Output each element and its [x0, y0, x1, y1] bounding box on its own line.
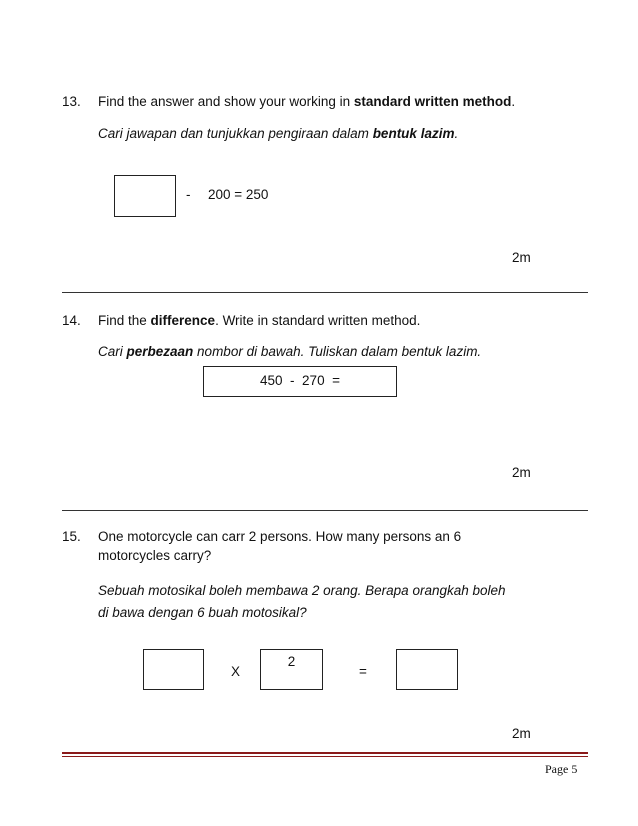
q13-ms-bold: bentuk lazim: [372, 126, 455, 141]
q15-question-ms-line1: Sebuah motosikal boleh membawa 2 orang. Berapa orangkah boleh: [98, 583, 506, 598]
footer-rule-thin: [62, 756, 588, 757]
q15-answer-box-multiplicand[interactable]: [143, 649, 204, 690]
q14-marks: 2m: [512, 465, 531, 480]
q14-instruction-en: [98, 313, 420, 328]
footer-rule-thick: [62, 752, 588, 754]
q14-ms-prefix: Cari: [98, 344, 127, 359]
q13-ms-suffix: .: [454, 126, 459, 141]
q14-en-prefix: Find the: [98, 313, 151, 328]
q15-answer-box-result[interactable]: [396, 649, 458, 690]
q13-equation: 200 = 250: [208, 187, 269, 202]
q13-en-suffix: .: [511, 94, 516, 109]
q14-instruction-ms: [98, 344, 481, 359]
q15-question-ms-line2: di bawa dengan 6 buah motosikal?: [98, 605, 307, 620]
q14-en-suffix: . Write in standard written method.: [215, 313, 421, 328]
q14-en-bold: difference: [150, 313, 216, 328]
q14-equation-box: [203, 366, 397, 397]
section-divider: [62, 292, 588, 293]
section-divider: [62, 510, 588, 511]
q13-instruction-en: [98, 94, 515, 109]
q15-number: 15.: [62, 529, 81, 544]
q15-question-en-line2: motorcycles carry?: [98, 548, 212, 563]
q15-marks: 2m: [512, 726, 531, 741]
q14-number: 14.: [62, 313, 81, 328]
q14-equation: 450 - 270 =: [260, 373, 340, 388]
q13-answer-box[interactable]: [114, 175, 176, 217]
q13-minus-sign: -: [186, 187, 191, 202]
q13-en-prefix: Find the answer and show your working in: [98, 94, 354, 109]
q14-ms-suffix: nombor di bawah. Tuliskan dalam bentuk lazim.: [193, 344, 482, 359]
q15-given-box: [260, 649, 323, 690]
q13-ms-prefix: Cari jawapan dan tunjukkan pengiraan dalam: [98, 126, 373, 141]
q15-times-sign: X: [231, 664, 241, 679]
page-number: Page 5: [545, 762, 578, 776]
q15-equals-sign: =: [359, 664, 367, 679]
q15-question-en-line1: One motorcycle can carr 2 persons. How many persons an 6: [98, 529, 462, 544]
q14-ms-bold: perbezaan: [126, 344, 194, 359]
q13-marks: 2m: [512, 250, 531, 265]
q13-en-bold: standard written method: [353, 94, 512, 109]
q15-given-value: 2: [287, 654, 296, 669]
q13-instruction-ms: [98, 126, 458, 141]
q13-number: 13.: [62, 94, 81, 109]
